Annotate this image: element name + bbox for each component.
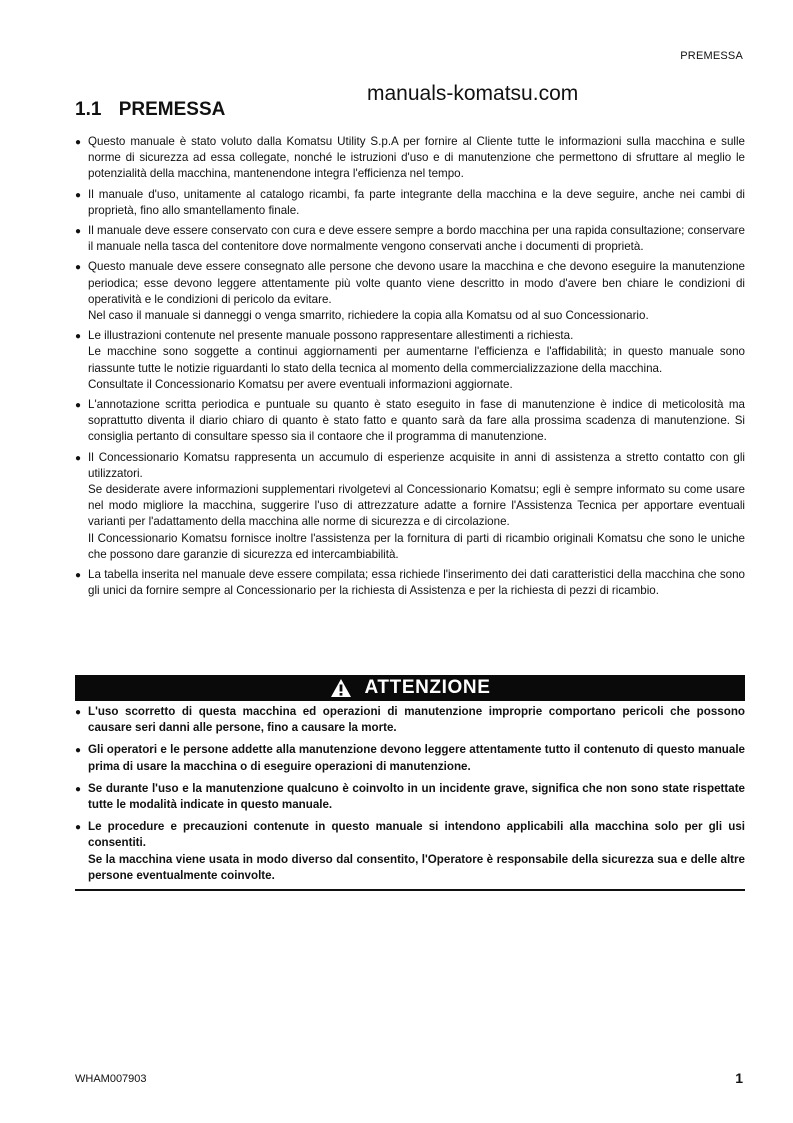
- bullet-icon: ●: [75, 262, 82, 274]
- paragraph: Se durante l'uso e la manutenzione qualcuno è coinvolto in un incidente grave, significa che non sono state rispettate tutte le modalità indicate in questo manuale.: [88, 781, 745, 812]
- section-title-text: PREMESSA: [118, 99, 226, 120]
- paragraph: Le illustrazioni contenute nel presente manuale possono rappresentare allestimenti a richiesta.: [88, 329, 574, 343]
- warning-title: ATTENZIONE: [364, 677, 491, 698]
- warning-banner: [75, 675, 745, 701]
- bullet-icon: ●: [75, 189, 82, 201]
- paragraph: Il manuale d'uso, unitamente al catalogo ricambi, fa parte integrante della macchina e la deve seguire, anche nei cambi di proprietà, fino allo smantellamento finale.: [88, 187, 745, 217]
- paragraph: Nel caso il manuale si danneggi o venga smarrito, richiedere la copia alla Komatsu od al suo Concessionario.: [88, 309, 649, 323]
- paragraph: L'uso scorretto di questa macchina ed operazioni di manutenzione improprie comportano pericoli che possono causare seri danni alle persone, fino a causare la morte.: [88, 705, 745, 735]
- list-item: [75, 134, 745, 183]
- bullet-icon: ●: [75, 137, 82, 148]
- paragraph: Questo manuale deve essere consegnato alle persone che devono usare la macchina e che devono eseguire la manutenzione periodica; esse devono leggere attentamente più volte quanto viene descritto in modo d'avere ben chiare le condizioni di operatività e le condizioni di pericolo da evitare.: [88, 260, 745, 306]
- warning-triangle-icon: [330, 678, 352, 698]
- list-item: [75, 742, 745, 774]
- paragraph: Se la macchina viene usata in modo diverso dal consentito, l'Operatore è responsabile della sicurezza sua e delle altre persone eventualmente coinvolte.: [88, 852, 745, 882]
- bullet-icon: ●: [75, 331, 82, 343]
- bullet-icon: ●: [75, 452, 82, 464]
- paragraph: Questo manuale è stato voluto dalla Komatsu Utility S.p.A per fornire al Cliente tutte le informazioni sulla macchina e sulle norme di sicurezza ad essa collegate, nonché le istruzioni d'uso e di manutenzione che permettono di sfruttare al meglio le potenzialità della macchina, mantenendone integra l'efficienza nel tempo.: [88, 135, 745, 181]
- list-item: [75, 397, 745, 446]
- paragraph: Il Concessionario Komatsu rappresenta un accumulo di esperienze acquisite in anni di assistenza a stretto contatto con gli utilizzatori.: [88, 450, 745, 480]
- paragraph: Il Concessionario Komatsu fornisce inoltre l'assistenza per la fornitura di parti di ricambio originali Komatsu che sono le uniche che possono dare garanzie di sicurezza ed intercambiabilità.: [88, 531, 745, 561]
- list-item: [75, 704, 745, 736]
- list-item: [75, 187, 745, 219]
- divider: [75, 889, 745, 891]
- list-item: [75, 259, 745, 324]
- paragraph: Se desiderate avere informazioni supplementari rivolgetevi al Concessionario Komatsu; egli è sempre informato su come usare nel modo migliore la macchina, suggerire l'uso di attrezzature adatte a fornire l'Assistenza Tecnica per apportare eventuali varianti per l'adattamento della macchina alle norme di sicurezza e di circolazione.: [88, 483, 745, 529]
- paragraph: Le macchine sono soggette a continui aggiornamenti per aumentarne l'efficienza e l'affidabilità; in questo manuale sono riassunte tutte le notizie riguardanti lo stato della tecnica al momento della commercializzazione della macchina.: [88, 345, 745, 375]
- bullet-icon: ●: [75, 822, 82, 834]
- section-number: 1.1: [75, 99, 102, 120]
- watermark: manuals-komatsu.com: [367, 82, 579, 105]
- paragraph: Consultate il Concessionario Komatsu per avere eventuali informazioni aggiornate.: [88, 377, 513, 391]
- paragraph: L'annotazione scritta periodica e puntuale su quanto è stato eseguito in fase di manutenzione è indice di meticolosità ma soprattutto diventa il diario chiaro di quanto è stato fatto e quanto sarà da fare alla prossima scadenza di manutenzione. Si consiglia pertanto di consultare spesso sia il contaore che il programma di manutenzione.: [88, 398, 745, 444]
- paragraph: Il manuale deve essere conservato con cura e deve essere sempre a bordo macchina per una rapida consultazione; conservare il manuale nella tasca del contenitore dove normalmente vengono conservati anche i documenti di proprietà.: [88, 224, 745, 254]
- intro-bullet-list: [75, 134, 745, 603]
- bullet-icon: ●: [75, 783, 82, 795]
- bullet-icon: ●: [75, 226, 82, 238]
- list-item: [75, 223, 745, 255]
- bullet-icon: ●: [75, 707, 82, 718]
- running-head: PREMESSA: [680, 50, 743, 62]
- bullet-icon: ●: [75, 570, 82, 582]
- list-item: [75, 781, 745, 813]
- paragraph: Gli operatori e le persone addette alla manutenzione devono leggere attentamente tutto il contenuto di questo manuale prima di usare la macchina o di eseguire operazioni di manutenzione.: [88, 743, 745, 773]
- paragraph: La tabella inserita nel manuale deve essere compilata; essa richiede l'inserimento dei dati caratteristici della macchina che sono gli unici da fornire sempre al Concessionario per la richiesta di Assistenza e per la richiesta di pezzi di ricambio.: [88, 568, 745, 598]
- bullet-icon: ●: [75, 400, 82, 412]
- list-item: [75, 567, 745, 599]
- list-item: [75, 819, 745, 884]
- bullet-icon: ●: [75, 745, 82, 757]
- list-item: [75, 328, 745, 393]
- section-title: [75, 99, 225, 121]
- paragraph: Le procedure e precauzioni contenute in questo manuale si intendono applicabili alla macchina solo per gli usi consentiti.: [88, 820, 745, 850]
- warning-bullet-list: [75, 704, 745, 890]
- document-code: WHAM007903: [75, 1073, 147, 1085]
- page-number: 1: [735, 1070, 743, 1086]
- list-item: [75, 450, 745, 563]
